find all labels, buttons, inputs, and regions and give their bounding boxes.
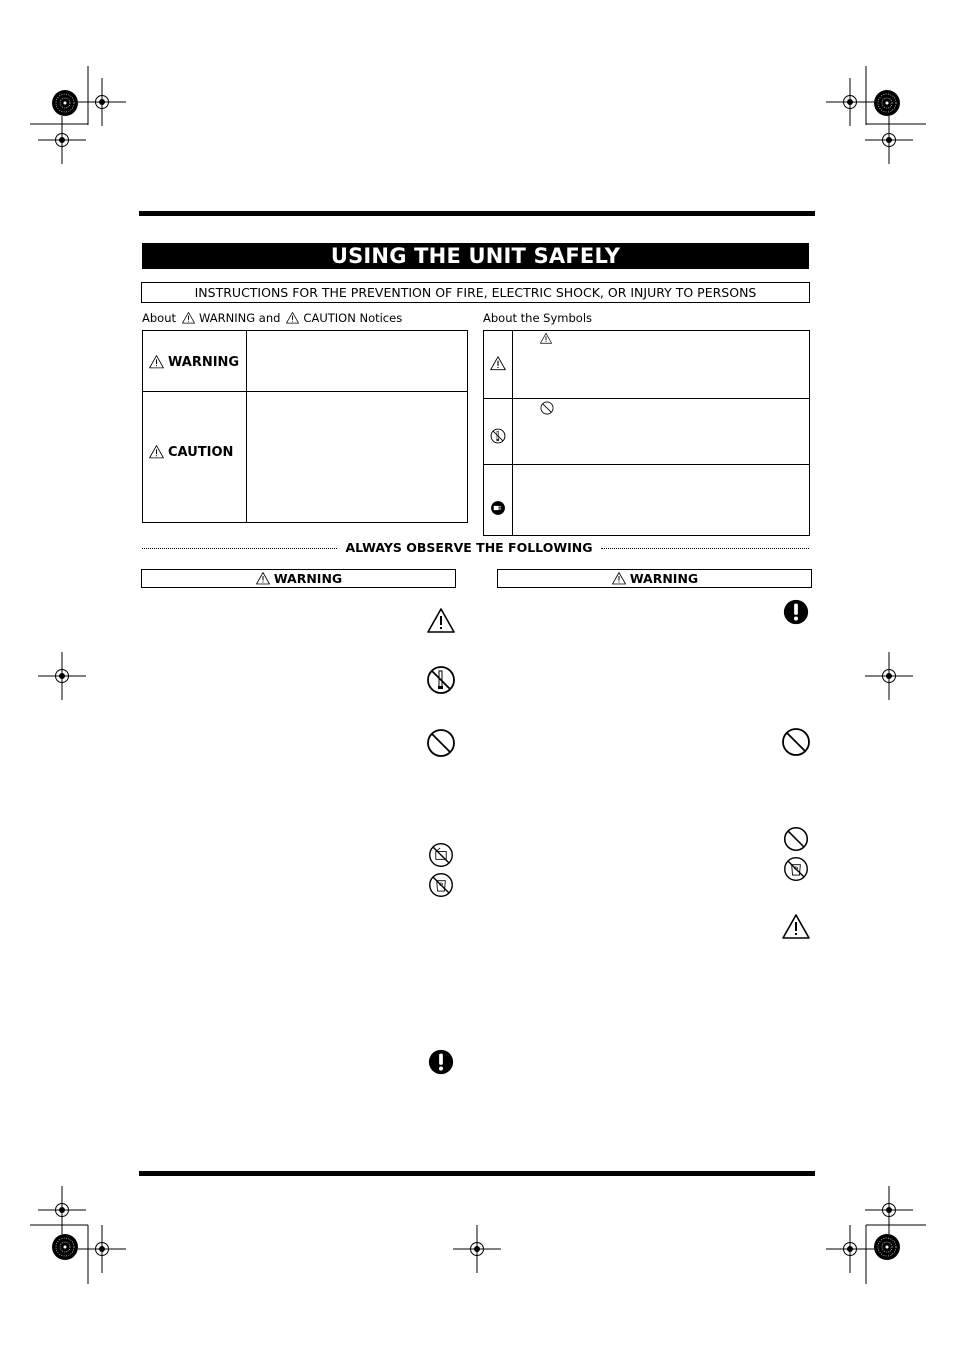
symbols-table-divider <box>512 330 513 536</box>
caution-triangle-icon <box>611 571 627 586</box>
right-warning-header <box>497 569 812 588</box>
prohibited-small-icon <box>540 401 554 415</box>
symbols-row-divider <box>483 398 810 399</box>
caution-triangle-icon <box>285 311 300 325</box>
notices-caution-label: CAUTION Notices <box>303 311 403 325</box>
caution-sign-label: CAUTION <box>168 444 234 460</box>
symbols-heading: About the Symbols <box>483 311 593 325</box>
unplug-icon <box>490 500 506 516</box>
symbols-table <box>483 330 810 536</box>
mandatory-action-icon <box>782 598 810 626</box>
caution-triangle-icon <box>148 444 165 460</box>
notices-table-divider <box>246 330 247 523</box>
right-warning-label: WARNING <box>629 571 699 586</box>
caution-triangle-icon <box>781 912 811 942</box>
top-rule <box>139 211 815 216</box>
caution-triangle-icon <box>489 355 507 372</box>
observe-left-dots <box>142 548 337 549</box>
notices-table-row-divider <box>142 391 468 392</box>
prohibited-icon <box>426 728 456 758</box>
caution-triangle-icon <box>255 571 271 586</box>
do-not-place-icon <box>428 872 454 898</box>
do-not-disassemble-icon <box>490 428 506 444</box>
caution-triangle-icon <box>426 606 456 636</box>
always-observe-heading: ALWAYS OBSERVE THE FOLLOWING <box>345 540 593 555</box>
mandatory-action-icon <box>427 1048 455 1076</box>
warning-sign-label: WARNING <box>168 354 240 370</box>
page-subtitle: INSTRUCTIONS FOR THE PREVENTION OF FIRE, ELECTRIC SHOCK, OR INJURY TO PERSONS <box>141 282 810 303</box>
do-not-disassemble-icon <box>426 665 456 695</box>
warning-sign <box>148 352 239 372</box>
left-warning-header <box>141 569 456 588</box>
bottom-rule <box>139 1171 815 1176</box>
caution-triangle-icon <box>181 311 196 325</box>
caution-triangle-small-icon <box>539 332 553 345</box>
notices-heading <box>142 311 402 325</box>
symbols-row-divider <box>483 464 810 465</box>
notices-warning-label: WARNING and <box>199 311 281 325</box>
prohibited-icon <box>783 826 809 852</box>
keep-away-from-water-icon <box>783 856 809 882</box>
caution-sign <box>148 442 233 462</box>
observe-right-dots <box>601 548 809 549</box>
left-warning-label: WARNING <box>273 571 343 586</box>
notices-about-label: About <box>142 311 177 325</box>
caution-triangle-icon <box>148 354 165 370</box>
prohibited-icon <box>781 727 811 757</box>
do-not-modify-icon <box>428 842 454 868</box>
page-title: USING THE UNIT SAFELY <box>142 243 809 269</box>
